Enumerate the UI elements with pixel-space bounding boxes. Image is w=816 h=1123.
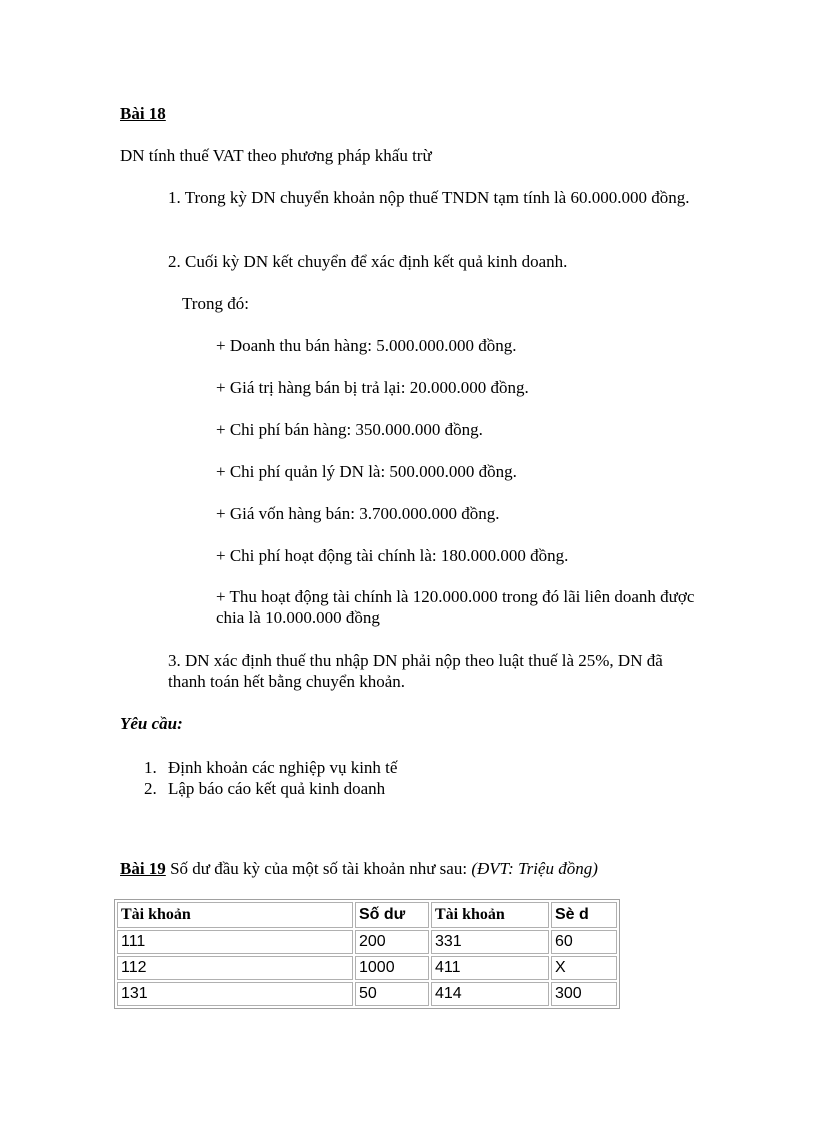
sub-item-returns: + Giá trị hàng bán bị trả lại: 20.000.000 đồng.	[216, 378, 529, 397]
table-row	[117, 956, 617, 980]
table-cell: 331	[431, 930, 549, 954]
exercise-18-title: Bài 18	[120, 104, 166, 123]
requirement-item	[144, 778, 385, 799]
table-header-row	[117, 902, 617, 928]
table-cell: 111	[117, 930, 353, 954]
table-cell: 414	[431, 982, 549, 1006]
table-cell: 50	[355, 982, 429, 1006]
sub-item-financial-cost: + Chi phí hoạt động tài chính là: 180.000.000 đồng.	[216, 546, 569, 565]
requirement-text: Định khoản các nghiệp vụ kinh tế	[168, 758, 398, 777]
table-cell: 200	[355, 930, 429, 954]
requirement-text: Lập báo cáo kết quả kinh doanh	[168, 779, 386, 798]
requirements-heading: Yêu cầu:	[120, 714, 183, 733]
table-row	[117, 982, 617, 1006]
table-cell: 112	[117, 956, 353, 980]
requirement-number: 1.	[144, 758, 157, 777]
table-cell: X	[551, 956, 617, 980]
sub-item-revenue: + Doanh thu bán hàng: 5.000.000.000 đồng.	[216, 336, 517, 355]
exercise-19-heading	[120, 858, 598, 879]
header-cell: Tài khoản	[431, 902, 549, 928]
header-cell: Số dư	[355, 902, 429, 928]
exercise-18-intro: DN tính thuế VAT theo phương pháp khấu trừ	[120, 146, 432, 165]
sub-item-selling-cost: + Chi phí bán hàng: 350.000.000 đồng.	[216, 420, 483, 439]
requirement-item	[144, 757, 397, 778]
sub-item-cogs: + Giá vốn hàng bán: 3.700.000.000 đồng.	[216, 504, 500, 523]
task-item-1: 1. Trong kỳ DN chuyển khoản nộp thuế TNDN tạm tính là 60.000.000 đồng.	[168, 188, 690, 207]
table-cell: 411	[431, 956, 549, 980]
sub-item-financial-income: + Thu hoạt động tài chính là 120.000.000 trong đó lãi liên doanh được chia là 10.000.000 đồng	[216, 587, 695, 627]
unit-note: (ĐVT: Triệu đồng)	[471, 859, 598, 878]
header-cell: Sè d	[551, 902, 617, 928]
table-cell: 60	[551, 930, 617, 954]
table-cell: 131	[117, 982, 353, 1006]
task-item-2: 2. Cuối kỳ DN kết chuyển để xác định kết quả kinh doanh.	[168, 252, 568, 271]
trong-do-label: Trong đó:	[182, 294, 249, 313]
exercise-19-intro: Số dư đầu kỳ của một số tài khoản như sau:	[165, 859, 472, 878]
sub-item-admin-cost: + Chi phí quản lý DN là: 500.000.000 đồng.	[216, 462, 517, 481]
task-item-3: 3. DN xác định thuế thu nhập DN phải nộp theo luật thuế là 25%, DN đã thanh toán hết bằng chuyển khoản.	[168, 651, 663, 691]
table-row	[117, 930, 617, 954]
header-cell: Tài khoản	[117, 902, 353, 928]
requirement-number: 2.	[144, 779, 157, 798]
exercise-19-title: Bài 19	[120, 859, 166, 878]
table-cell: 300	[551, 982, 617, 1006]
table-cell: 1000	[355, 956, 429, 980]
account-balance-table	[114, 899, 620, 1009]
